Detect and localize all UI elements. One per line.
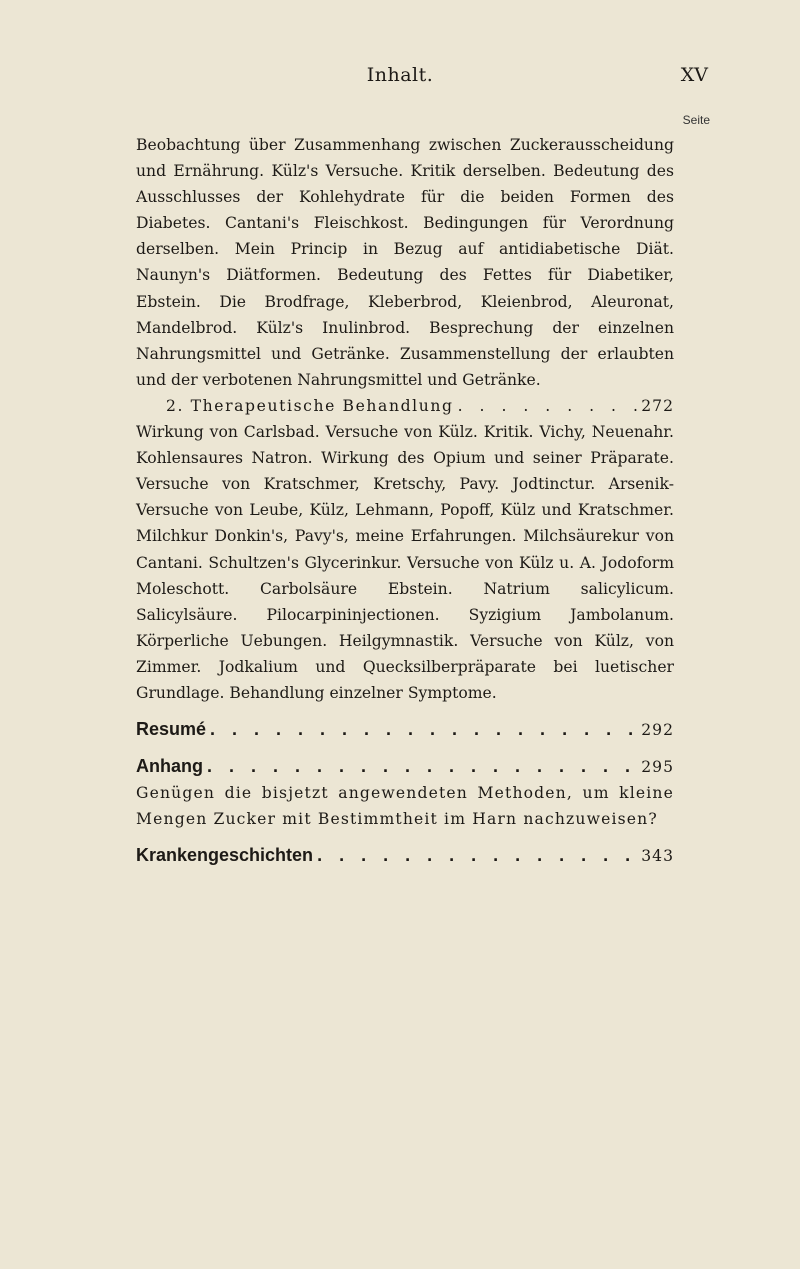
toc-section-label: Krankengeschichten [136, 845, 314, 866]
toc-section-page: 295 [641, 758, 674, 777]
toc-entry-therapeutic[interactable] [136, 393, 674, 419]
column-label-seite: Seite [682, 113, 710, 127]
page-number: XV [680, 64, 708, 86]
toc-section-label: Resumé [136, 719, 207, 740]
page-title: Inhalt. [366, 64, 434, 86]
toc-entry-label: 2. Therapeutische Behandlung [166, 396, 454, 415]
leader-dots [317, 842, 637, 868]
leader-dots [458, 393, 638, 419]
toc-entry-page: 272 [641, 396, 674, 415]
toc-body [136, 132, 674, 870]
leader-dots [207, 753, 637, 779]
leader-dots [210, 716, 637, 742]
toc-section-krankengeschichten[interactable] [136, 842, 674, 869]
toc-section-anhang[interactable] [136, 753, 674, 780]
toc-section-label: Anhang [136, 756, 203, 777]
page-header [0, 64, 800, 94]
toc-section-resume[interactable] [136, 716, 674, 743]
toc-anhang-description: Genügen die bisjetzt angewendeten Methoden, um kleine Mengen Zucker mit Bestimmtheit im Harn nachzuweisen? [136, 784, 674, 829]
toc-section-page: 292 [641, 721, 674, 740]
toc-paragraph-diet: Beobachtung über Zusammenhang zwischen Zuckerausscheidung und Ernährung. Külz's Versuche. Kritik derselben. Bedeutung des Ausschlusses der Kohlehydrate für die beiden Formen des Diabetes. Cantani's Fleischkost. Bedingungen für Verordnung derselben. Mein Princip in Bezug auf antidiabetische Diät. Naunyn's Diätformen. Bedeutung des Fettes für Diabetiker, Ebstein. Die Brodfrage, Kleberbrod, Kleienbrod, Aleuronat, Mandelbrod. Külz's Inulinbrod. Besprechung der einzelnen Nahrungsmittel und Getränke. Zusammenstellung der erlaubten und der verbotenen Nahrungsmittel und Getränke. [136, 136, 674, 389]
toc-section-page: 343 [641, 847, 674, 866]
toc-paragraph-therapy: Wirkung von Carlsbad. Versuche von Külz. Kritik. Vichy, Neuenahr. Kohlensaures Natron. Wirkung des Opium und seiner Präparate. Versuche von Kratschmer, Kretschy, Pavy. Jodtinctur. Arsenik-Versuche von Leube, Külz, Lehmann, Popoff, Külz und Kratschmer. Milchkur Donkin's, Pavy's, meine Erfahrungen. Milchsäurekur von Cantani. Schultzen's Glycerinkur. Versuche von Külz u. A. Jodoform Moleschott. Carbolsäure Ebstein. Natrium salicylicum. Salicylsäure. Pilocarpininjectionen. Syzigium Jambolanum. Körperliche Uebungen. Heilgymnastik. Versuche von Külz, von Zimmer. Jodkalium und Quecksilberpräparate bei luetischer Grundlage. Behandlung einzelner Symptome. [136, 423, 674, 702]
